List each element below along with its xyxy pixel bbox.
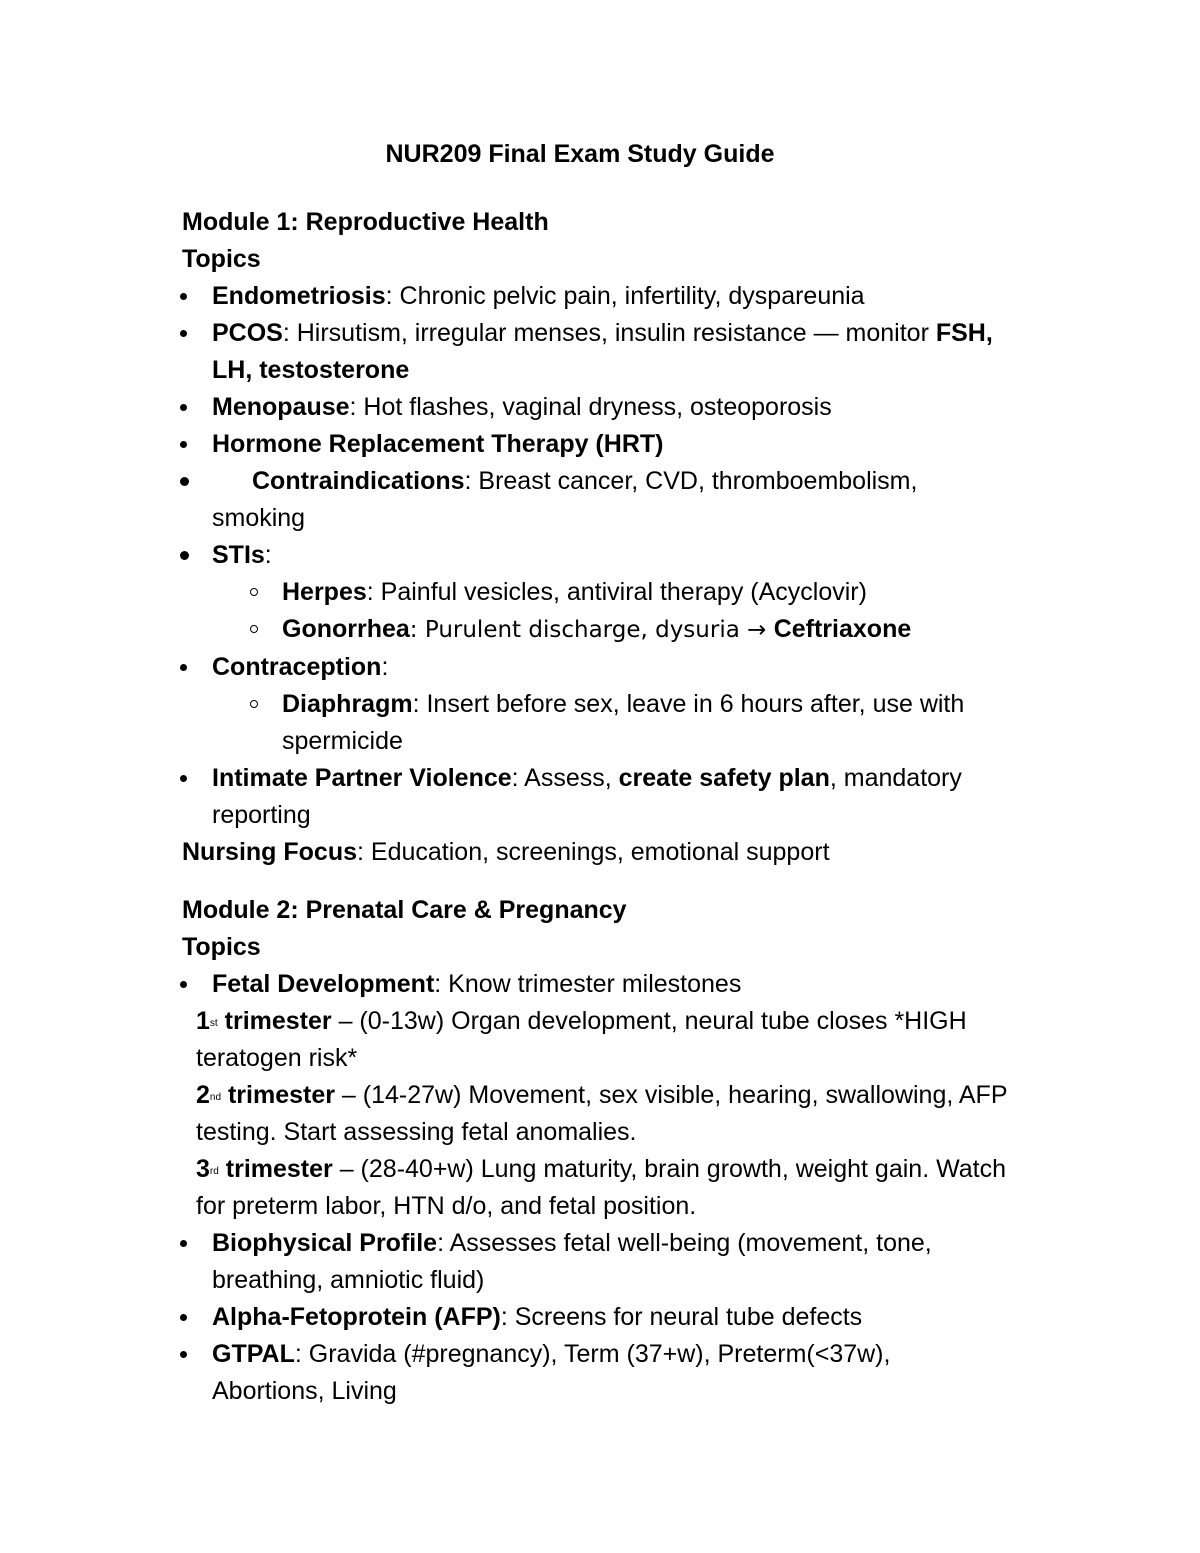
list-item: STIs: — [182, 537, 1082, 574]
module-1-topic-list — [182, 278, 1082, 834]
list-item: Diaphragm: Insert before sex, leave in 6 hours after, use with spermicide — [182, 686, 1082, 760]
bullet-icon — [180, 330, 187, 337]
bullet-icon — [180, 441, 187, 448]
module-1-topics-label: Topics — [182, 245, 261, 273]
trimester-2: 2nd trimester – (14-27w) Movement, sex visible, hearing, swallowing, AFP testing. Start assessing fetal anomalies. — [196, 1081, 1008, 1146]
bullet-icon — [180, 477, 189, 486]
module-2-topic-list-continued — [182, 1225, 1082, 1410]
list-item: Contraindications: Breast cancer, CVD, thromboembolism, smoking — [182, 463, 1082, 537]
bullet-icon — [180, 1314, 187, 1321]
page-title: NUR209 Final Exam Study Guide — [385, 140, 775, 168]
list-item: Intimate Partner Violence: Assess, create safety plan, mandatory reporting — [182, 760, 1082, 834]
list-item: Hormone Replacement Therapy (HRT) — [182, 426, 1082, 463]
list-item: Alpha-Fetoprotein (AFP): Screens for neural tube defects — [182, 1299, 1082, 1336]
list-item: Fetal Development: Know trimester milestones — [182, 966, 1082, 1003]
circle-bullet-icon — [250, 588, 258, 596]
bullet-icon — [180, 551, 189, 560]
nursing-focus: Nursing Focus: Education, screenings, emotional support — [182, 838, 830, 866]
module-1-section — [182, 204, 1082, 871]
bullet-icon — [180, 404, 187, 411]
bullet-icon — [180, 664, 187, 671]
trimester-3: 3rd trimester – (28-40+w) Lung maturity, brain growth, weight gain. Watch for preterm labor, HTN d/o, and fetal position. — [196, 1155, 1007, 1220]
bullet-icon — [180, 1240, 187, 1247]
bullet-icon — [180, 775, 187, 782]
list-item: Contraception: — [182, 649, 1082, 686]
list-item: GTPAL: Gravida (#pregnancy), Term (37+w), Preterm(<37w), Abortions, Living — [182, 1336, 1082, 1410]
list-item: Gonorrhea: Purulent discharge, dysuria → Ceftriaxone — [182, 611, 1082, 649]
list-item: Endometriosis: Chronic pelvic pain, infertility, dyspareunia — [182, 278, 1082, 315]
module-2-section — [182, 892, 1082, 1410]
list-item: PCOS: Hirsutism, irregular menses, insulin resistance — monitor FSH, LH, testosterone — [182, 315, 1082, 389]
trimester-1: 1st trimester – (0-13w) Organ development, neural tube closes *HIGH teratogen risk* — [196, 1007, 967, 1072]
module-2-heading: Module 2: Prenatal Care & Pregnancy — [182, 896, 627, 924]
circle-bullet-icon — [250, 625, 258, 633]
bullet-icon — [180, 1351, 187, 1358]
module-2-topics-label: Topics — [182, 933, 261, 961]
module-2-topic-list — [182, 966, 1082, 1003]
bullet-icon — [180, 293, 187, 300]
list-item: Herpes: Painful vesicles, antiviral therapy (Acyclovir) — [182, 574, 1082, 611]
circle-bullet-icon — [250, 700, 258, 708]
list-item: Menopause: Hot flashes, vaginal dryness, osteoporosis — [182, 389, 1082, 426]
bullet-icon — [180, 981, 187, 988]
module-1-heading: Module 1: Reproductive Health — [182, 208, 549, 236]
list-item: Biophysical Profile: Assesses fetal well-being (movement, tone, breathing, amniotic fluid) — [182, 1225, 1082, 1299]
